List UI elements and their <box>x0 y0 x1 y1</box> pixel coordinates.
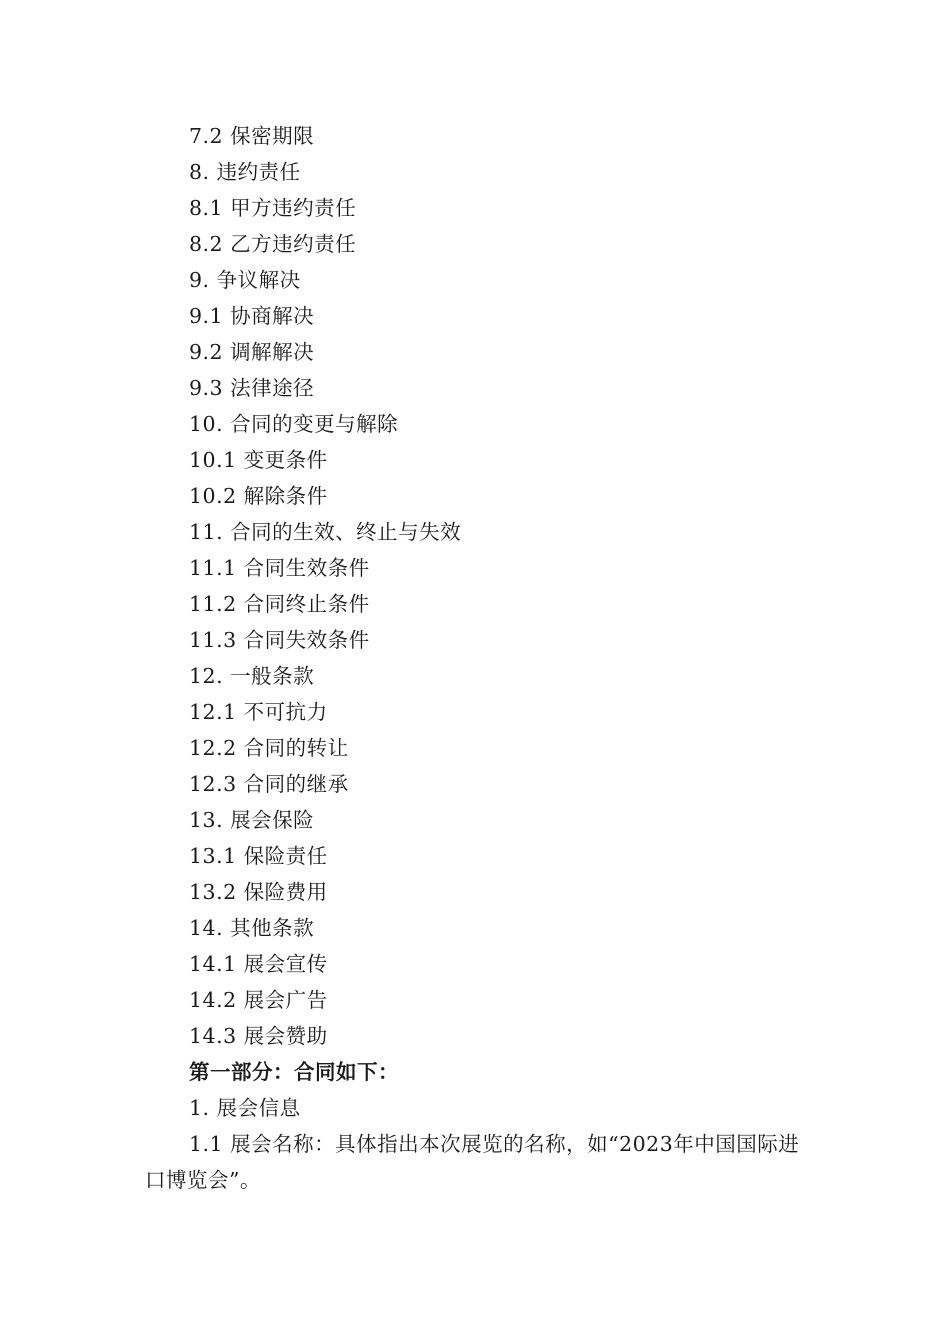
outline-line: 8. 违约责任 <box>189 160 301 184</box>
outline-line: 9.2 调解解决 <box>189 340 315 364</box>
outline-line: 14. 其他条款 <box>189 916 315 940</box>
outline-line: 11.1 合同生效条件 <box>189 556 370 580</box>
outline-line: 10. 合同的变更与解除 <box>189 412 399 436</box>
outline-line: 14.1 展会宣传 <box>189 952 328 976</box>
section-heading: 第一部分：合同如下： <box>189 1060 399 1084</box>
outline-line: 11.3 合同失效条件 <box>189 628 370 652</box>
outline-line: 8.2 乙方违约责任 <box>189 232 357 256</box>
outline-line: 1. 展会信息 <box>189 1096 301 1120</box>
outline-line: 12.2 合同的转让 <box>189 736 349 760</box>
outline-line: 13.2 保险费用 <box>189 880 328 904</box>
outline-line: 11. 合同的生效、终止与失效 <box>189 520 462 544</box>
outline-line: 10.2 解除条件 <box>189 484 328 508</box>
outline-line: 12.3 合同的继承 <box>189 772 349 796</box>
outline-line: 13.1 保险责任 <box>189 844 328 868</box>
outline-line: 12.1 不可抗力 <box>189 700 328 724</box>
body-paragraph: 1.1 展会名称：具体指出本次展览的名称，如“2023年中国国际进口博览会”。 <box>145 1132 800 1192</box>
outline-line: 9. 争议解决 <box>189 268 301 292</box>
document-body <box>145 118 810 1198</box>
outline-line: 14.3 展会赞助 <box>189 1024 328 1048</box>
outline-line: 9.1 协商解决 <box>189 304 315 328</box>
outline-line: 9.3 法律途径 <box>189 376 315 400</box>
outline-line: 13. 展会保险 <box>189 808 315 832</box>
outline-line: 11.2 合同终止条件 <box>189 592 370 616</box>
outline-line: 7.2 保密期限 <box>189 124 315 148</box>
outline-line: 14.2 展会广告 <box>189 988 328 1012</box>
outline-line: 10.1 变更条件 <box>189 448 328 472</box>
outline-line: 12. 一般条款 <box>189 664 315 688</box>
outline-line: 8.1 甲方违约责任 <box>189 196 357 220</box>
